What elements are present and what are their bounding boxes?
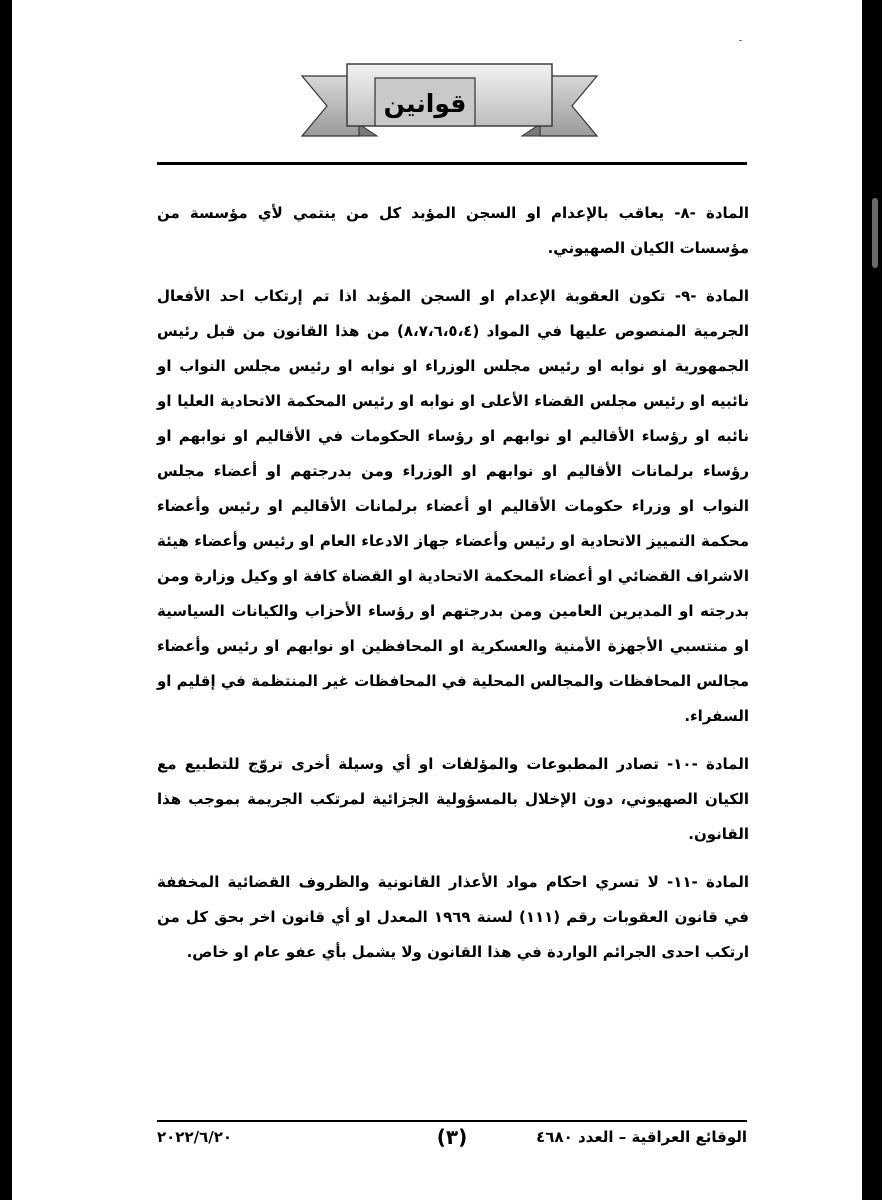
- page-footer: [157, 1125, 747, 1160]
- viewer-scrollbar-track[interactable]: [862, 0, 882, 1200]
- issue-date: ٢٠٢٢/٦/٢٠: [157, 1128, 233, 1146]
- section-title: قوانين: [383, 88, 467, 118]
- footer-rule: [157, 1120, 747, 1122]
- header-rule: [157, 162, 747, 165]
- article-11: المادة -١١- لا تسري احكام مواد الأعذار القانونية والظروف القضائية المخففة في قانون العقوبات رقم (١١١) لسنة ١٩٦٩ المعدل او أي قانون اخر بحق كل من ارتكب احدى الجرائم الواردة في هذا القانون ولا يشمل بأي عفو عام او خاص.: [157, 873, 749, 961]
- scrollbar-thumb[interactable]: [872, 198, 878, 268]
- article-8: المادة -٨- يعاقب بالإعدام او السجن المؤبد كل من ينتمي لأي مؤسسة من مؤسسات الكيان الصهيوني.: [157, 204, 749, 257]
- document-body: [157, 196, 749, 983]
- article-10: المادة -١٠- تصادر المطبوعات والمؤلفات او أي وسيلة أخرى تروّج للتطبيع مع الكيان الصهيوني، دون الإخلال بالمسؤولية الجزائية لمرتكب الجريمة بموجب هذا القانون.: [157, 755, 749, 843]
- page-mark: [739, 40, 742, 41]
- document-page: [12, 0, 862, 1200]
- article-9: المادة -٩- تكون العقوبة الإعدام او السجن المؤبد اذا تم إرتكاب احد الأفعال الجرمية المنصوص عليها في المواد (٨،٧،٦،٥،٤) من هذا القانون من قبل رئيس الجمهورية او نوابه او رئيس مجلس الوزراء او نوابه او رئيس مجلس النواب او نائبيه او رئيس مجلس القضاء الأعلى او نوابه او رئيس المحكمة الاتحادية العليا او نائبه او رؤساء الأقاليم او نوابهم او رؤساء الحكومات في الأقاليم او نوابهم او رؤساء برلمانات الأقاليم او نوابهم او الوزراء ومن بدرجتهم او أعضاء مجلس النواب او وزراء حكومات الأقاليم او أعضاء برلمانات الأقاليم او رئيس وأعضاء محكمة التمييز الاتحادية او رئيس وأعضاء جهاز الادعاء العام او رئيس وأعضاء هيئة الاشراف القضائي او أعضاء المحكمة الاتحادية او القضاة كافة او وكيل وزارة ومن بدرجته او المديرين العامين ومن بدرجتهم او رؤساء الأحزاب والكيانات السياسية او منتسبي الأجهزة الأمنية والعسكرية او المحافظين او نوابهم او رئيس وأعضاء مجالس المحافظات والمجالس المحلية في المحافظات غير المنتظمة في إقليم او السفراء.: [156, 287, 750, 725]
- gazette-issue: الوقائع العراقية – العدد ٤٦٨٠: [536, 1128, 747, 1146]
- page-number: (٣): [436, 1125, 468, 1149]
